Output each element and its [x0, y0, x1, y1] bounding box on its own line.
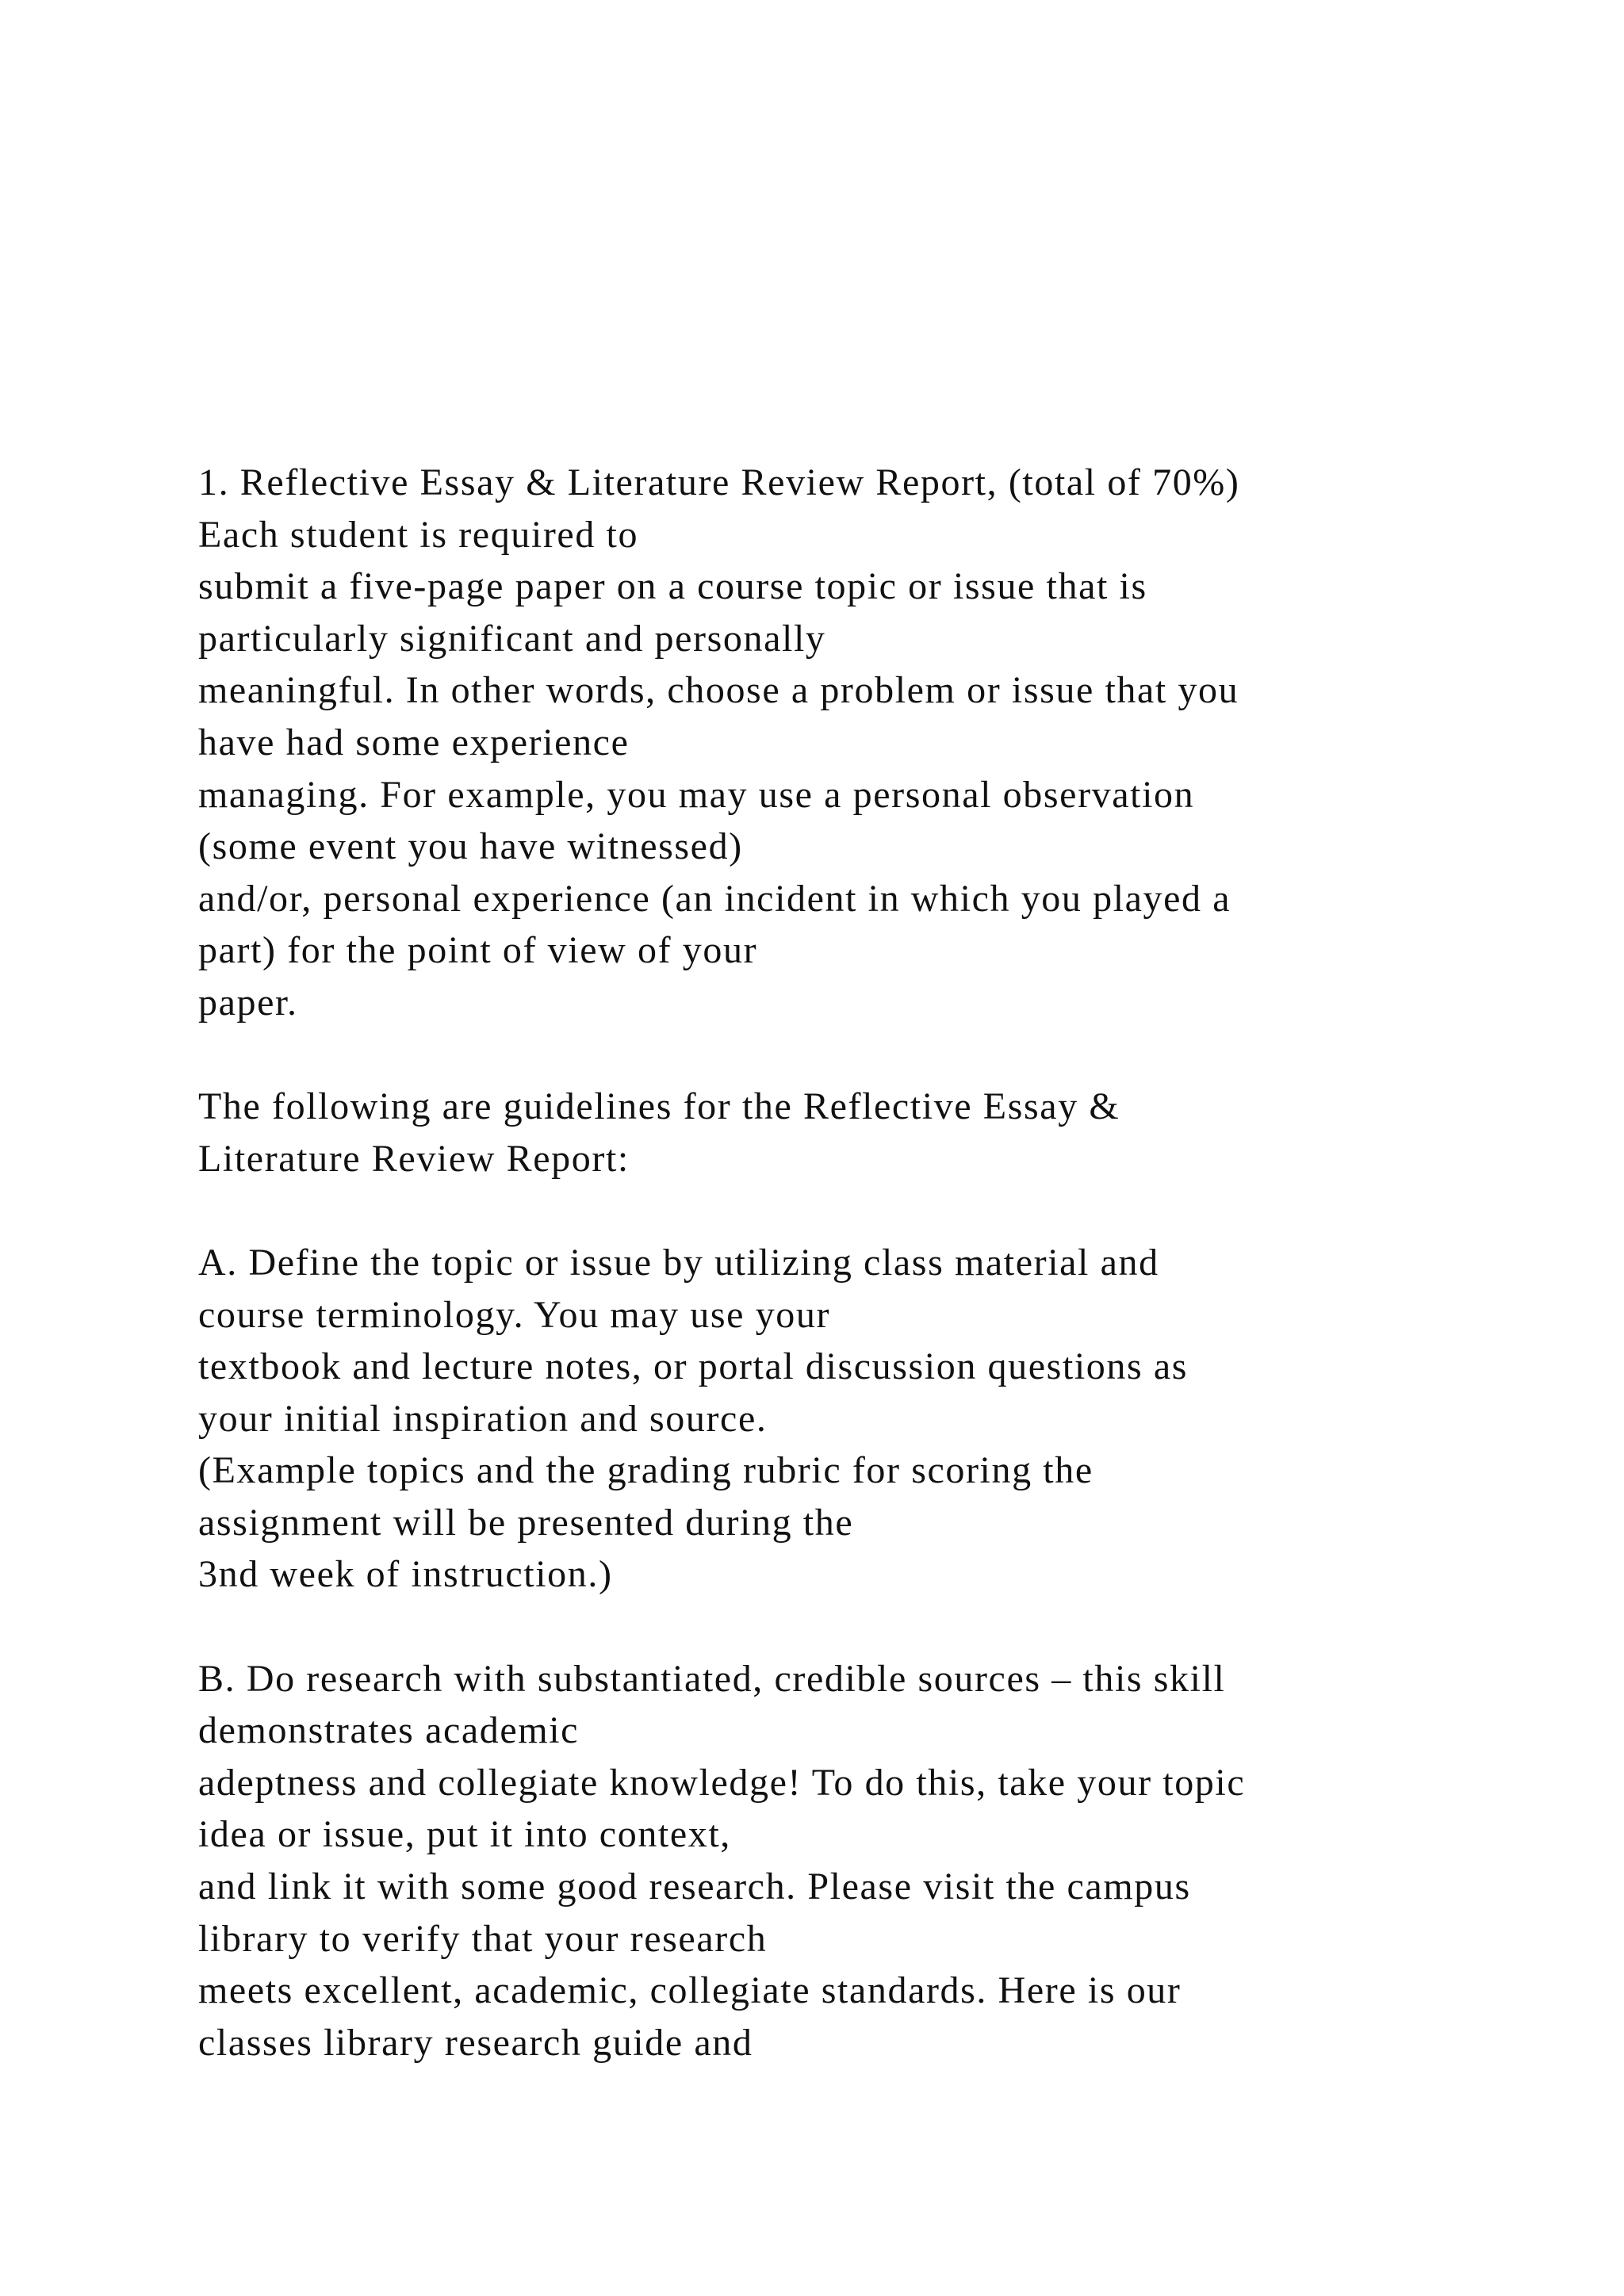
text-line: (Example topics and the grading rubric for scoring the	[198, 1449, 1094, 1492]
text-line: idea or issue, put it into context,	[198, 1813, 731, 1856]
text-line: and/or, personal experience (an incident in which you played a	[198, 877, 1231, 920]
text-line: Each student is required to	[198, 513, 639, 556]
text-line: B. Do research with substantiated, credible sources – this skill	[198, 1657, 1226, 1700]
text-line: classes library research guide and	[198, 2021, 753, 2064]
text-line: The following are guidelines for the Reflective Essay &	[198, 1085, 1120, 1128]
text-line: 1. Reflective Essay & Literature Review Report, (total of 70%)	[198, 461, 1240, 503]
text-line: submit a five-page paper on a course topic or issue that is	[198, 565, 1147, 608]
text-line: particularly significant and personally	[198, 617, 826, 660]
text-line: your initial inspiration and source.	[198, 1397, 768, 1440]
text-line: meaningful. In other words, choose a problem or issue that you	[198, 669, 1239, 712]
text-line: paper.	[198, 981, 298, 1024]
text-line: part) for the point of view of your	[198, 929, 758, 972]
blank-line	[198, 1029, 1546, 1081]
text-line: (some event you have witnessed)	[198, 825, 743, 868]
blank-line	[198, 1601, 1546, 1653]
text-line: textbook and lecture notes, or portal discussion questions as	[198, 1345, 1189, 1388]
text-line: assignment will be presented during the	[198, 1501, 854, 1544]
text-line: managing. For example, you may use a personal observation	[198, 773, 1195, 816]
text-line: and link it with some good research. Please visit the campus	[198, 1866, 1191, 1908]
text-line: course terminology. You may use your	[198, 1293, 831, 1336]
text-line: adeptness and collegiate knowledge! To do this, take your topic	[198, 1761, 1246, 1804]
text-line: A. Define the topic or issue by utilizing class material and	[198, 1241, 1159, 1284]
document-body	[198, 457, 1546, 2068]
text-line: library to verify that your research	[198, 1917, 768, 1960]
text-line: Literature Review Report:	[198, 1137, 630, 1180]
text-line: demonstrates academic	[198, 1709, 580, 1752]
text-line: 3nd week of instruction.)	[198, 1553, 613, 1596]
text-line: meets excellent, academic, collegiate standards. Here is our	[198, 1969, 1182, 2012]
text-line: have had some experience	[198, 721, 630, 763]
blank-line	[198, 1184, 1546, 1237]
